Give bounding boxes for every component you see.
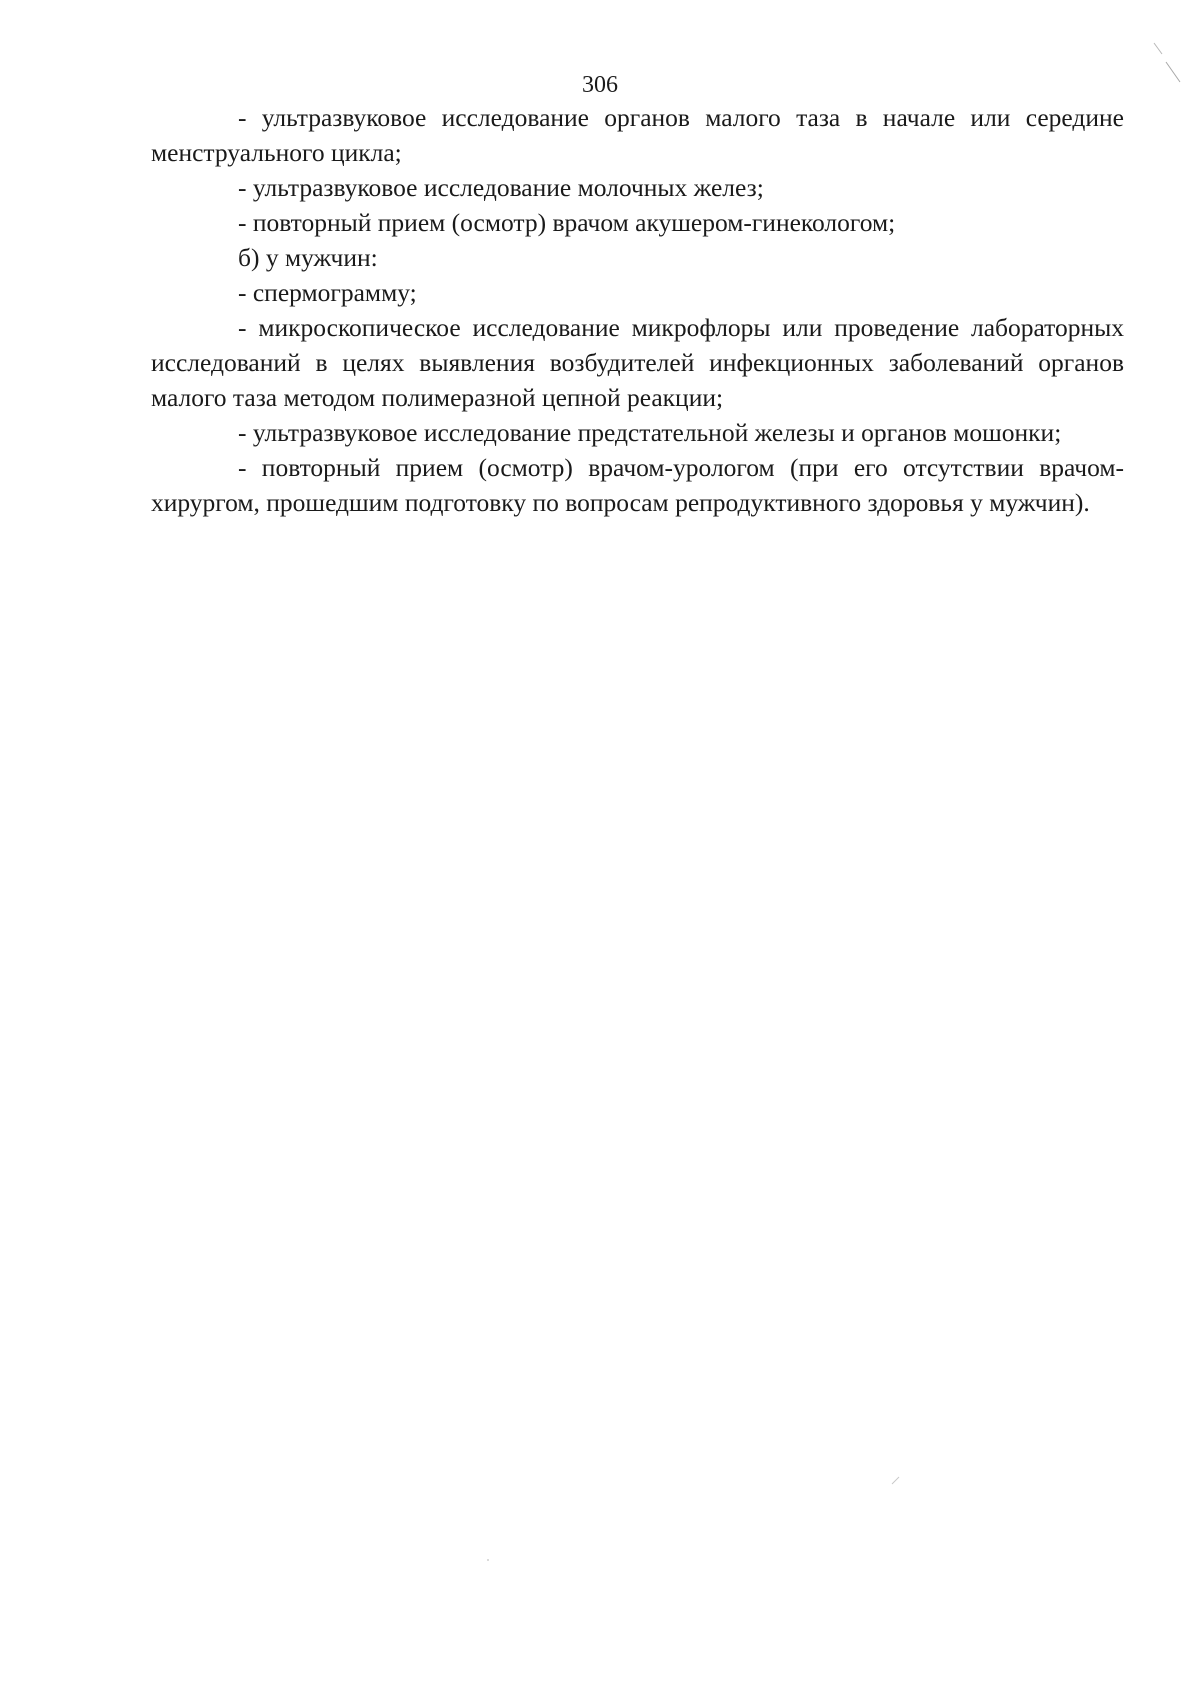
paragraph-8: - повторный прием (осмотр) врачом-урологом (при его отсутствии врачом-хирургом, прошедшим подготовку по вопросам репродуктивного здоровья у мужчин).	[151, 453, 1124, 517]
scan-artifact-dot	[485, 1557, 491, 1563]
paragraph-7: - ультразвуковое исследование предстательной железы и органов мошонки;	[238, 418, 1062, 447]
paragraph-5: - спермограмму;	[238, 278, 417, 307]
paragraph-6: - микроскопическое исследование микрофлоры или проведение лабораторных исследований в целях выявления возбудителей инфекционных заболеваний органов малого таза методом полимеразной цепной реакции;	[151, 313, 1124, 412]
scan-artifact-speck	[890, 1474, 902, 1486]
paragraph-4: б) у мужчин:	[238, 243, 378, 272]
scan-artifact-corner	[1150, 40, 1190, 90]
document-body	[151, 100, 1124, 520]
paragraph-3: - повторный прием (осмотр) врачом акушером-гинекологом;	[238, 208, 896, 237]
paragraph-1: - ультразвуковое исследование органов малого таза в начале или середине менструального цикла;	[151, 103, 1124, 167]
paragraph-2: - ультразвуковое исследование молочных желез;	[238, 173, 764, 202]
page-number: 306	[582, 72, 618, 98]
